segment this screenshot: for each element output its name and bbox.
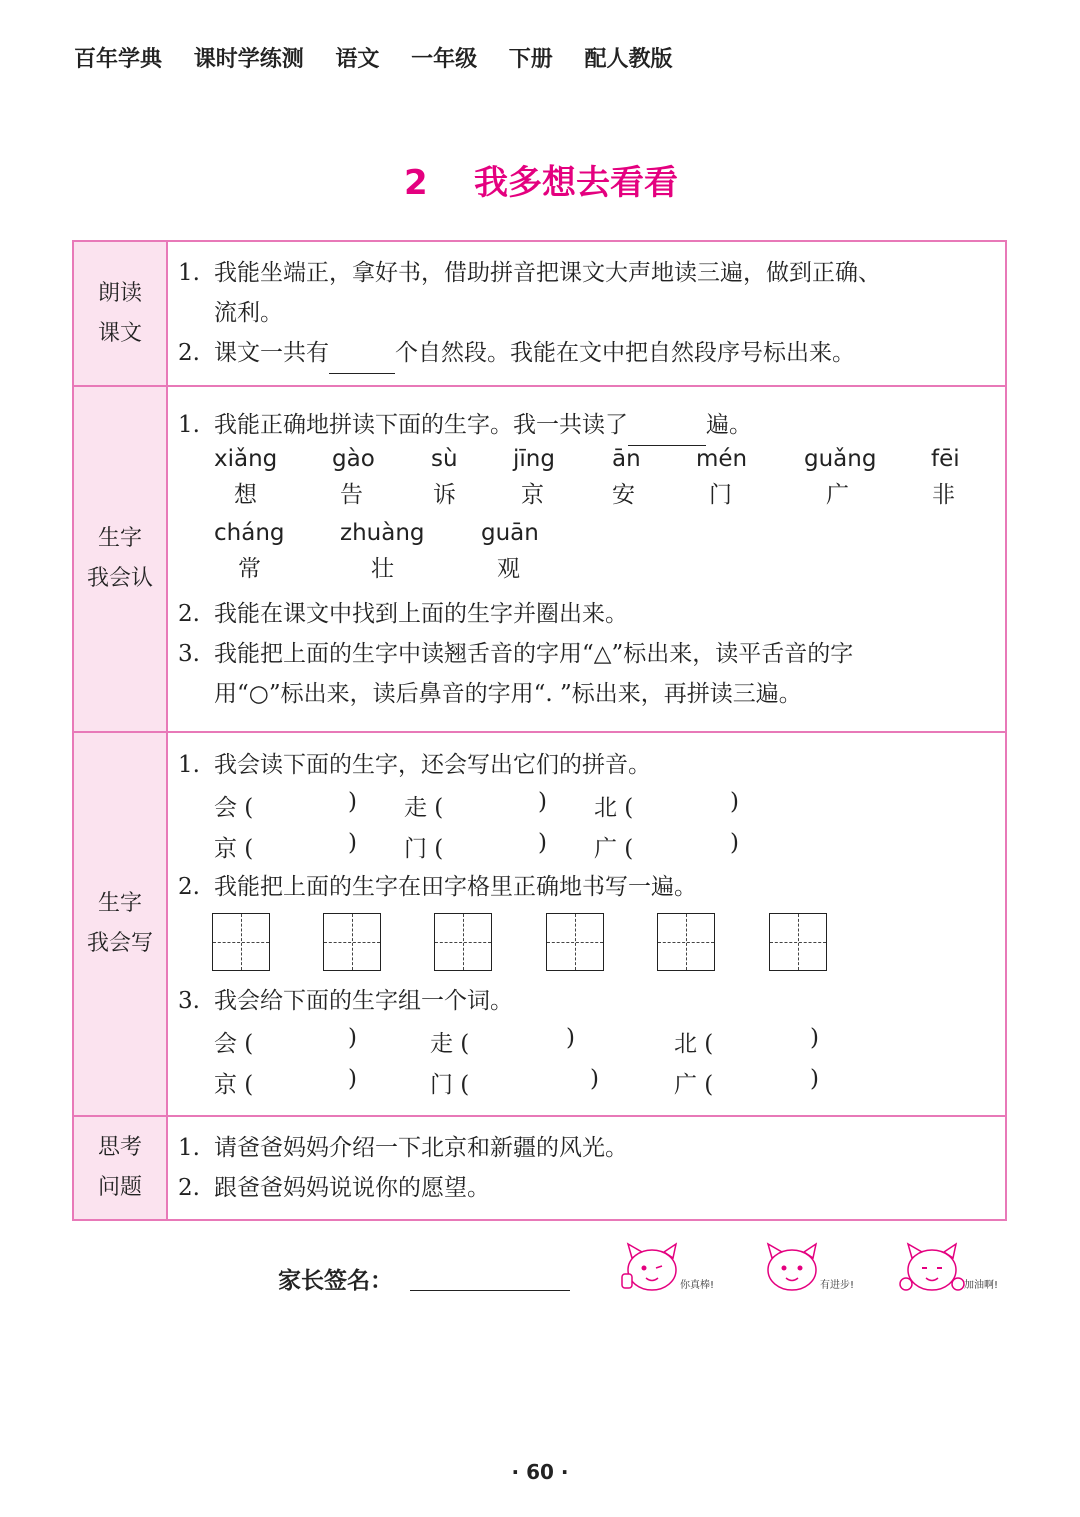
fill-paren[interactable]: ) <box>730 789 739 815</box>
item-text: 我能坐端正，拿好书，借助拼音把课文大声地读三遍，做到正确、 <box>214 260 881 286</box>
task-item <box>176 867 997 907</box>
hanzi: 门 <box>709 481 732 508</box>
item-number: 2. <box>178 1175 200 1201</box>
fill-paren[interactable]: ) <box>348 830 357 856</box>
hanzi: 非 <box>932 481 955 508</box>
label-line: 思考 <box>97 1135 142 1160</box>
fill-paren[interactable]: ) <box>348 1066 357 1092</box>
fill-paren[interactable]: ) <box>730 830 739 856</box>
item-number: 1. <box>178 411 200 438</box>
label-line: 问题 <box>97 1175 142 1200</box>
char-row <box>176 446 997 520</box>
section-thinking <box>73 1116 1006 1220</box>
sticker-cheer <box>898 1240 1018 1296</box>
task-item <box>176 1168 997 1208</box>
pinyin: guān <box>481 519 539 546</box>
book-header <box>74 42 696 73</box>
task-item <box>176 253 997 293</box>
lesson-number: 2 <box>404 163 428 203</box>
task-item <box>176 405 997 446</box>
tianzige-box[interactable] <box>657 913 715 971</box>
parent-signature-line[interactable] <box>410 1290 570 1291</box>
tianzige-box[interactable] <box>212 913 270 971</box>
hanzi: 想 <box>234 481 257 508</box>
hanzi: 告 <box>340 481 363 508</box>
header-subject: 语文 <box>335 47 380 72</box>
item-text: 个自然段。我能在文中把自然段序号标出来。 <box>395 340 855 366</box>
section-content-thinking <box>167 1116 1006 1220</box>
section-recognize <box>73 386 1006 732</box>
task-item <box>176 745 997 785</box>
fill-char: 北 ( <box>674 1031 714 1057</box>
item-text: 我能在课文中找到上面的生字并圈出来。 <box>214 600 628 627</box>
header-brand: 百年学典 <box>74 47 163 72</box>
fill-char: 京 ( <box>214 1072 254 1098</box>
pinyin-fill-row <box>176 785 997 826</box>
fill-char: 走 ( <box>404 795 444 821</box>
task-item <box>176 634 997 674</box>
hanzi: 壮 <box>371 555 394 582</box>
pinyin: ān <box>612 445 641 472</box>
hanzi: 诉 <box>433 481 456 508</box>
section-reading <box>73 241 1006 386</box>
label-line: 生字 <box>97 526 142 551</box>
section-label-reading <box>73 241 167 386</box>
lesson-name: 我多想去看看 <box>474 163 678 203</box>
word-fill-row <box>176 1021 997 1062</box>
pinyin: mén <box>696 445 748 472</box>
hanzi: 常 <box>238 555 261 582</box>
item-number: 1. <box>178 1135 200 1161</box>
pinyin: jīng <box>513 445 555 472</box>
tianzige-box[interactable] <box>434 913 492 971</box>
lesson-title <box>0 155 1080 204</box>
tianzige-row <box>176 907 997 981</box>
header-volume: 下册 <box>508 47 553 72</box>
task-item-cont: 流利。 <box>214 300 283 326</box>
hanzi: 观 <box>497 555 520 582</box>
task-item <box>176 1128 997 1168</box>
task-item-cont: 用“○”标出来，读后鼻音的字用“. ”标出来，再拼读三遍。 <box>214 680 802 707</box>
label-line: 生字 <box>97 891 142 916</box>
task-item <box>176 333 997 374</box>
section-writing <box>73 732 1006 1116</box>
item-text: 我能把上面的生字在田字格里正确地书写一遍。 <box>214 874 697 900</box>
pinyin: sù <box>431 445 458 472</box>
task-item <box>176 594 997 634</box>
section-label-writing <box>73 732 167 1116</box>
tianzige-box[interactable] <box>323 913 381 971</box>
header-grade: 一年级 <box>411 47 478 72</box>
item-number: 3. <box>178 988 200 1014</box>
pinyin: gào <box>332 445 375 472</box>
pinyin: cháng <box>214 519 285 546</box>
fill-char: 走 ( <box>430 1031 470 1057</box>
sticker-progress <box>758 1240 878 1296</box>
fill-char: 会 ( <box>214 1031 254 1057</box>
item-text: 遍。 <box>706 411 752 438</box>
item-text: 我能把上面的生字中读翘舌音的字用“△”标出来，读平舌音的字 <box>214 640 854 667</box>
sticker-text: 你真棒! <box>680 1280 715 1291</box>
tianzige-box[interactable] <box>546 913 604 971</box>
item-number: 2. <box>178 600 200 627</box>
fill-paren[interactable]: ) <box>810 1066 819 1092</box>
item-text: 课文一共有 <box>214 340 329 366</box>
fill-paren[interactable]: ) <box>348 1025 357 1051</box>
pinyin: guǎng <box>804 445 877 472</box>
fill-char: 门 ( <box>404 836 444 862</box>
hanzi: 京 <box>521 481 544 508</box>
item-number: 1. <box>178 752 200 778</box>
fill-char: 京 ( <box>214 836 254 862</box>
fill-paren[interactable]: ) <box>590 1066 599 1092</box>
fill-char: 门 ( <box>430 1072 470 1098</box>
item-text: 跟爸爸妈妈说说你的愿望。 <box>214 1175 490 1201</box>
section-label-recognize <box>73 386 167 732</box>
char-row <box>176 520 997 594</box>
item-number: 2. <box>178 874 200 900</box>
fill-paren[interactable]: ) <box>538 789 547 815</box>
header-series: 课时学练测 <box>193 47 304 72</box>
pinyin: zhuàng <box>340 519 425 546</box>
worksheet-table <box>72 240 1007 1221</box>
pinyin: xiǎng <box>214 445 278 472</box>
section-content-reading <box>167 241 1006 386</box>
sticker-great <box>618 1240 738 1296</box>
fill-char: 广 ( <box>674 1072 714 1098</box>
item-text: 我能正确地拼读下面的生字。我一共读了 <box>214 411 628 438</box>
label-line: 朗读 <box>97 280 142 306</box>
section-label-thinking <box>73 1116 167 1220</box>
header-edition: 配人教版 <box>584 47 673 72</box>
hanzi: 安 <box>612 481 635 508</box>
sticker-text: 有进步! <box>820 1280 855 1291</box>
label-line: 课文 <box>97 320 142 346</box>
cat-sticker-icon <box>758 1240 828 1296</box>
item-text: 我会读下面的生字，还会写出它们的拼音。 <box>214 752 651 778</box>
label-line: 我会写 <box>86 931 153 956</box>
parent-signature-label: 家长签名： <box>278 1268 393 1294</box>
item-text: 请爸爸妈妈介绍一下北京和新疆的风光。 <box>214 1135 628 1161</box>
page-number: · 60 · <box>511 1460 569 1484</box>
item-number: 3. <box>178 640 200 667</box>
sticker-text: 加油啊! <box>964 1280 999 1291</box>
cat-sticker-icon <box>618 1240 688 1296</box>
fill-char: 广 ( <box>594 836 634 862</box>
answer-blank[interactable] <box>329 333 395 374</box>
hanzi: 广 <box>826 481 849 508</box>
pinyin-fill-row <box>176 826 997 867</box>
fill-char: 会 ( <box>214 795 254 821</box>
answer-blank[interactable] <box>628 405 706 446</box>
fill-char: 北 ( <box>594 795 634 821</box>
item-number: 1. <box>178 260 200 286</box>
pinyin: fēi <box>931 445 960 472</box>
fill-paren[interactable]: ) <box>538 830 547 856</box>
word-fill-row <box>176 1062 997 1103</box>
item-number: 2. <box>178 340 200 366</box>
fill-paren[interactable]: ) <box>348 789 357 815</box>
fill-paren[interactable]: ) <box>810 1025 819 1051</box>
cat-sticker-icon <box>898 1240 968 1296</box>
fill-paren[interactable]: ) <box>566 1025 575 1051</box>
task-item <box>176 981 997 1021</box>
label-line: 我会认 <box>86 566 153 591</box>
section-content-recognize <box>167 386 1006 732</box>
section-content-writing <box>167 732 1006 1116</box>
item-text: 我会给下面的生字组一个词。 <box>214 988 513 1014</box>
tianzige-box[interactable] <box>769 913 827 971</box>
